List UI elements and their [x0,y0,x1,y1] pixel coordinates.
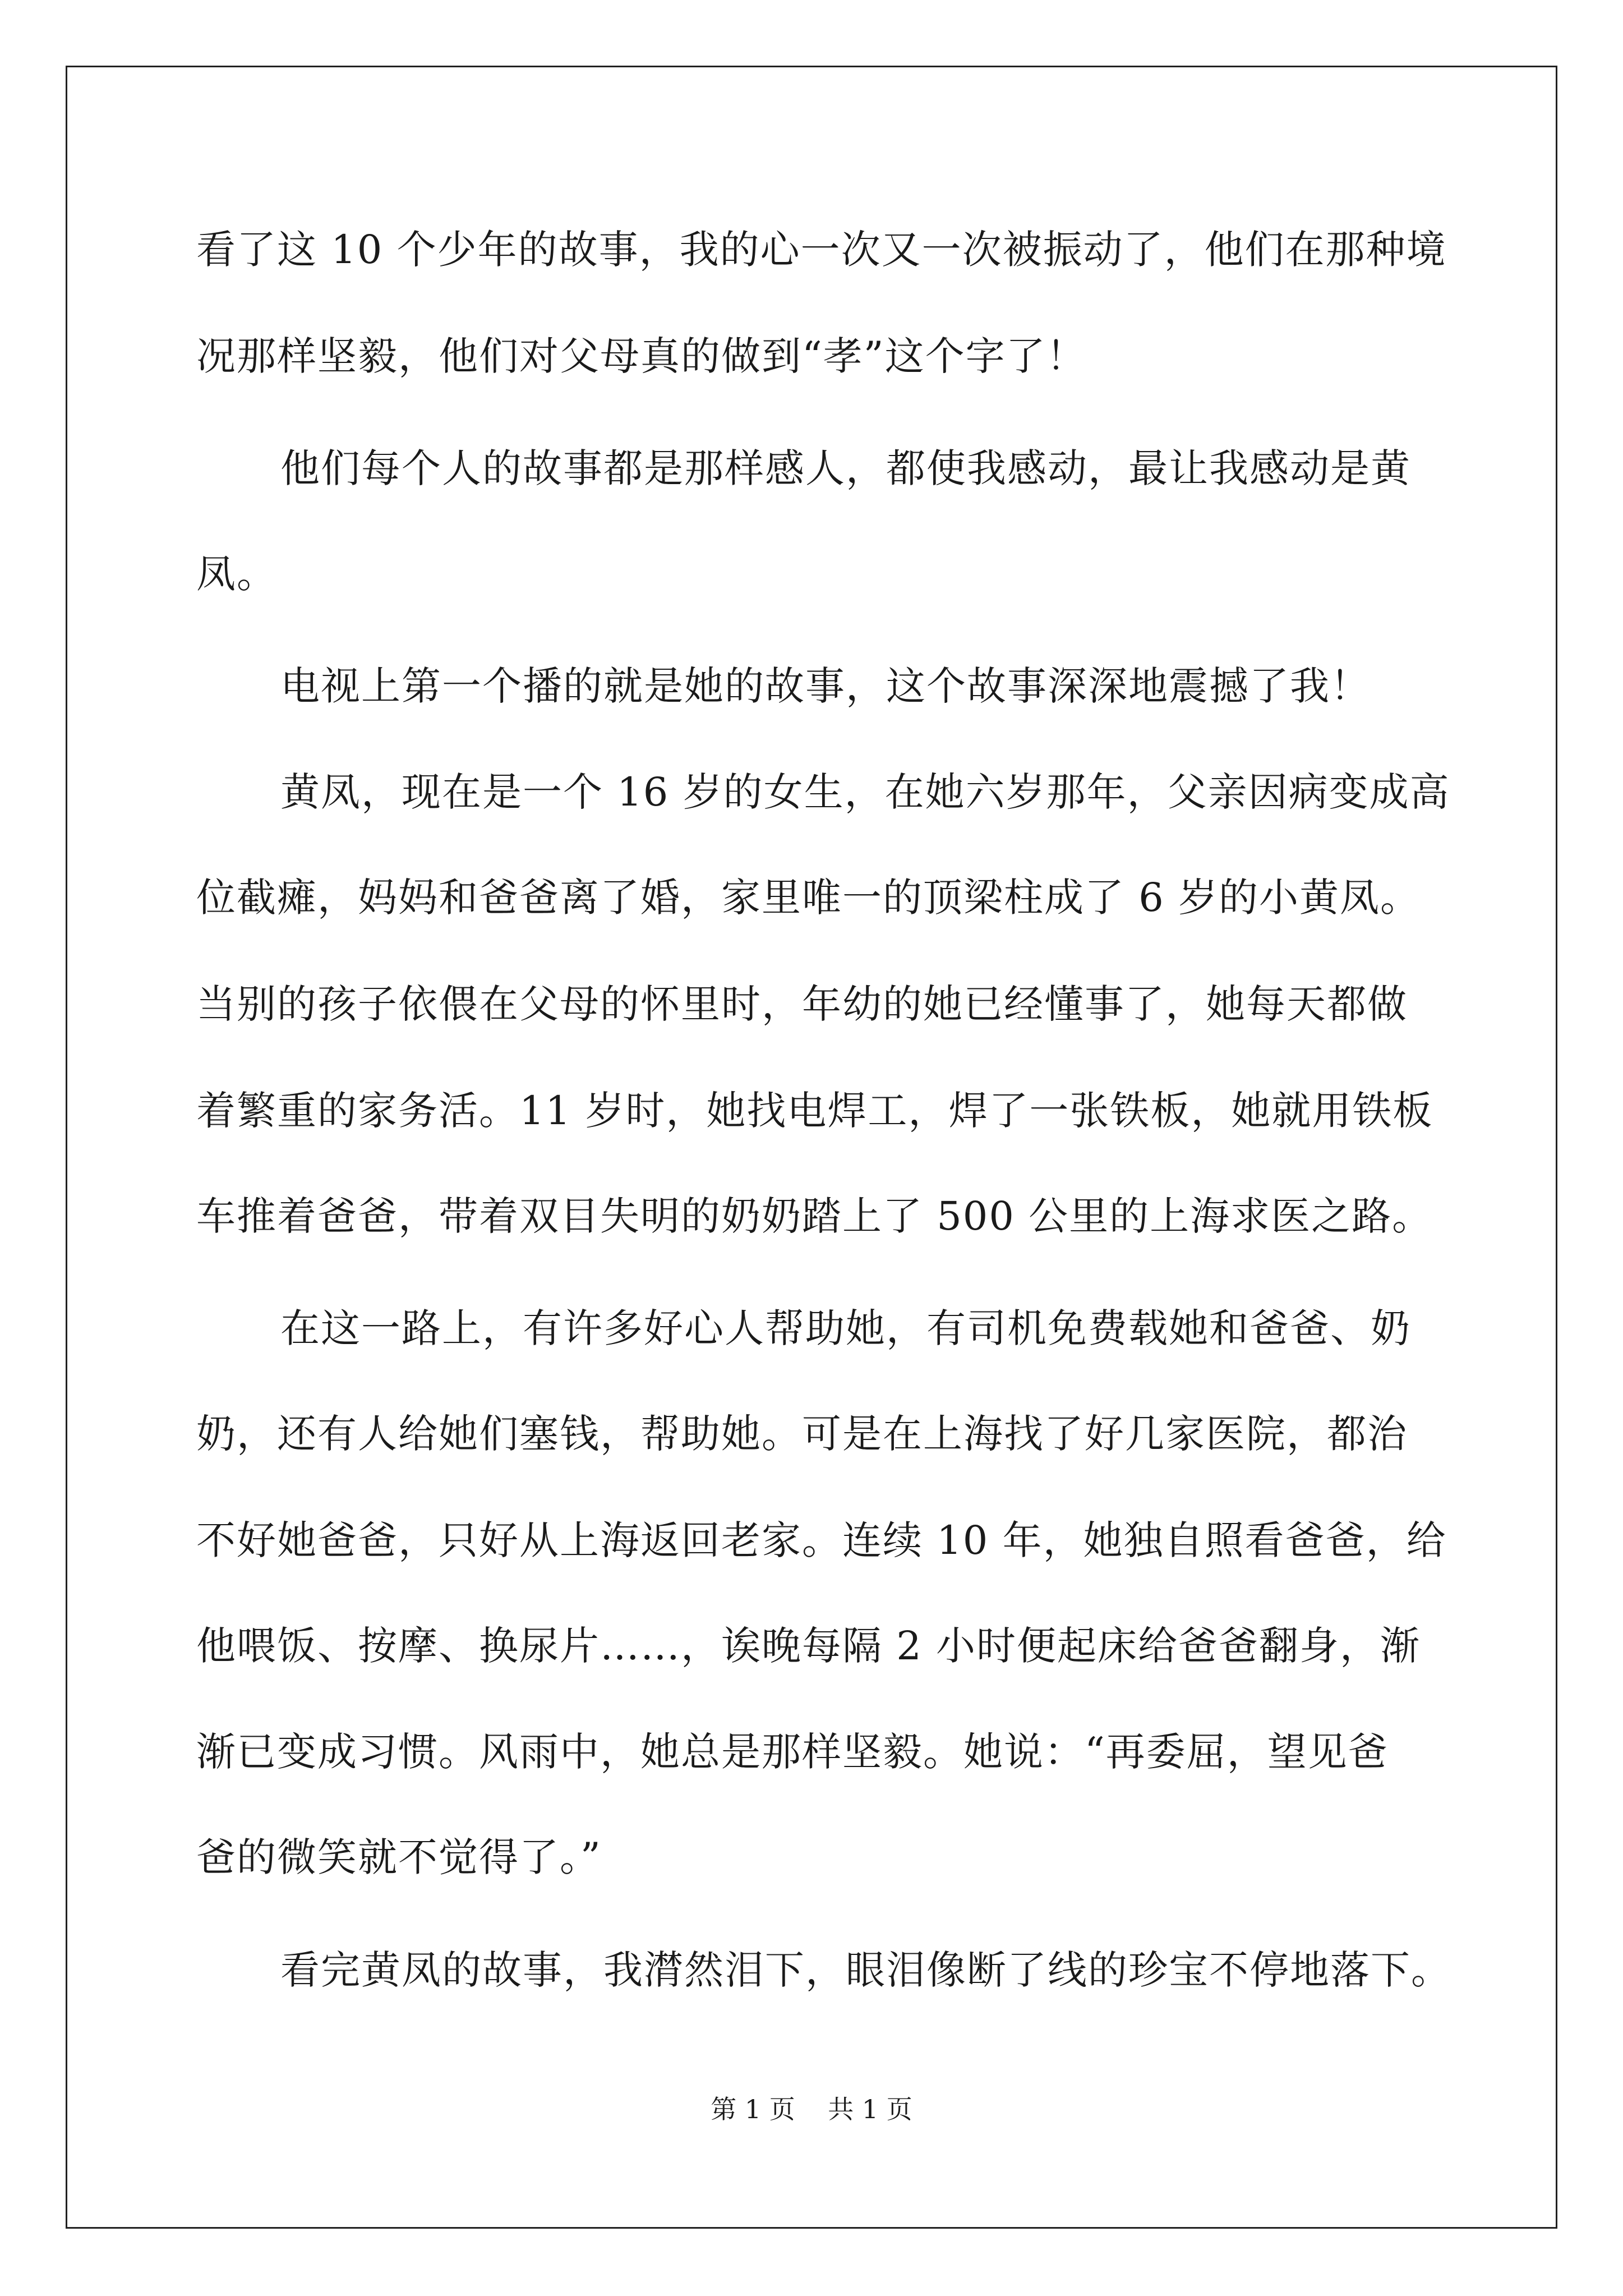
text-line-1: 看了这 10 个少年的故事，我的心一次又一次被振动了，他们在那种境 [196,227,1447,273]
page-border [66,66,1557,2229]
text-line-14: 他喂饭、按摩、换尿片……，诶晚每隔 2 小时便起床给爸爸翻身，渐 [196,1623,1421,1669]
text-line-12: 奶，还有人给她们塞钱，帮助她。可是在上海找了好几家医院，都治 [196,1411,1408,1457]
text-line-3: 他们每个人的故事都是那样感人，都使我感动，最让我感动是黄 [280,445,1411,491]
text-line-16: 爸的微笑就不觉得了。” [196,1834,602,1880]
text-line-4: 凤。 [196,551,277,597]
text-line-13: 不好她爸爸，只好从上海返回老家。连续 10 年，她独自照看爸爸，给 [196,1517,1447,1563]
text-line-9: 着繁重的家务活。11 岁时，她找电焊工，焊了一张铁板，她就用铁板 [196,1088,1433,1134]
text-line-15: 渐已变成习惯。风雨中，她总是那样坚毅。她说：“再委屈，望见爸 [196,1729,1389,1775]
page-number-footer: 第 1 页 共 1 页 [711,2094,912,2124]
text-line-7: 位截瘫，妈妈和爸爸离了婚，家里唯一的顶梁柱成了 6 岁的小黄凤。 [196,875,1421,921]
text-line-8: 当别的孩子依偎在父母的怀里时，年幼的她已经懂事了，她每天都做 [196,981,1408,1027]
text-line-11: 在这一路上，有许多好心人帮助她，有司机免费载她和爸爸、奶 [280,1305,1411,1351]
text-line-2: 况那样坚毅，他们对父母真的做到“孝”这个字了！ [196,333,1087,379]
text-line-10: 车推着爸爸，带着双目失明的奶奶踏上了 500 公里的上海求医之路。 [196,1193,1433,1239]
text-line-17: 看完黄凤的故事，我潸然泪下，眼泪像断了线的珍宝不停地落下。 [280,1947,1451,1993]
text-line-6: 黄凤，现在是一个 16 岁的女生，在她六岁那年，父亲因病变成高 [280,769,1450,815]
text-line-5: 电视上第一个播的就是她的故事，这个故事深深地震撼了我！ [280,663,1371,709]
